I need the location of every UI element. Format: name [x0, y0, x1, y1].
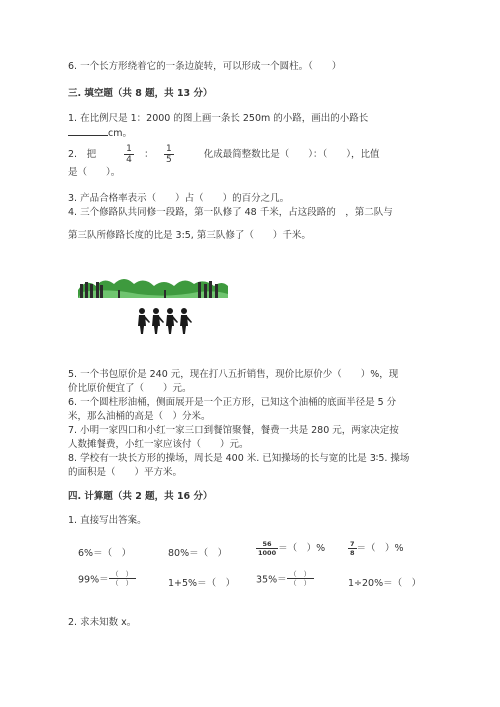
fraction-numerator: 56 [256, 540, 278, 549]
trees-strip [78, 279, 228, 298]
fill-question-6-line-a: 6. 一个圆柱形油桶，侧面展开是一个正方形，已知这个油桶的底面半径是 5 分 [68, 397, 397, 408]
calc-item-5-lhs: 99%＝ [78, 574, 109, 586]
calc-item-6: 1+5%＝（ ） [168, 578, 236, 589]
calc-question-2: 2. 求未知数 x。 [68, 617, 137, 628]
fraction-56-over-1000 [256, 540, 278, 557]
road-workers-illustration [78, 272, 228, 342]
calc-item-3-rest: ＝（ ）% [278, 543, 326, 554]
fill-question-6-line-b: 米，那么油桶的高是（ ）分米。 [68, 411, 211, 422]
fraction-numerator: 1 [165, 144, 172, 154]
answer-blank [68, 126, 108, 136]
calc-item-2: 80%＝（ ） [168, 548, 228, 559]
fill-question-1-line-b [68, 126, 132, 140]
calc-item-4-rest: ＝（ ）% [356, 543, 404, 554]
fill-question-7-line-b: 人数摊餐费，小红一家应该付（ ）元。 [68, 439, 249, 450]
fill-question-5-line-b: 价比原价便宜了（ ）元。 [68, 383, 192, 394]
unit-label: cm。 [108, 128, 132, 139]
answer-denominator: （ ） [289, 579, 311, 587]
fill-question-3: 3. 产品合格率表示（ ）占（ ）的百分之几。 [68, 193, 290, 204]
calc-item-7 [256, 570, 314, 587]
calc-item-1: 6%＝（ ） [78, 548, 132, 559]
answer-numerator: （ ） [109, 570, 136, 579]
fill-question-2-line-a [68, 144, 380, 166]
fraction-denominator: 1000 [258, 549, 277, 557]
fill-question-2-line-b: 是（ ）。 [68, 167, 121, 178]
section-3-title: 三. 填空题（共 8 题，共 13 分） [68, 88, 213, 99]
fill-question-1-line-a: 1. 在比例尺是 1：2000 的图上画一条长 250m 的小路，画出的小路长 [68, 113, 369, 124]
fill-question-7-line-a: 7. 小明一家四口和小红一家三口到餐馆聚餐，餐费一共是 280 元，两家决定按 [68, 425, 399, 436]
workers-group [138, 308, 192, 334]
fraction-denominator: 4 [126, 155, 132, 165]
calc-item-4 [348, 540, 404, 557]
calc-item-3 [256, 540, 325, 557]
fill-question-8-line-a: 8. 学校有一块长方形的操场，周长是 400 米. 已知操场的长与宽的比是 3∶5. 操场 [68, 453, 410, 464]
question-tf-6: 6. 一个长方形绕着它的一条边旋转，可以形成一个圆柱。（ ） [68, 61, 342, 72]
ratio-colon: ： [144, 149, 154, 160]
fraction-answer-box [287, 570, 314, 587]
fraction-denominator: 5 [165, 155, 172, 165]
q2-suffix: 化成最简整数比是（ ）：（ ），比值 [203, 149, 380, 160]
fraction-7-over-8 [348, 540, 357, 557]
fill-question-8-line-b: 的面积是（ ）平方米。 [68, 467, 183, 478]
q2-prefix: 2. 把 [68, 149, 97, 160]
calc-item-8: 1÷20%＝（ ） [348, 578, 422, 589]
fraction-one-fifth [164, 144, 174, 165]
fill-question-4-line-a: 4. 三个修路队共同修一段路，第一队修了 48 千米，占这段路的 ，第二队与 [68, 207, 393, 218]
answer-denominator: （ ） [111, 579, 133, 587]
fraction-numerator: 7 [350, 540, 355, 548]
section-4-title: 四. 计算题（共 2 题，共 16 分） [68, 491, 213, 502]
fill-question-4-line-b: 第三队所修路长度的比是 3:5, 第三队修了（ ）千米。 [68, 230, 311, 241]
fraction-one-quarter [124, 144, 134, 165]
fraction-numerator: 1 [126, 144, 132, 154]
calc-item-7-lhs: 35%＝ [256, 574, 287, 586]
calc-item-5 [78, 570, 136, 587]
fraction-denominator: 8 [350, 549, 355, 557]
fraction-answer-box [109, 570, 136, 587]
calc-question-1: 1. 直接写出答案。 [68, 515, 147, 526]
answer-numerator: （ ） [287, 570, 314, 579]
fill-question-5-line-a: 5. 一个书包原价是 240 元，现在打八五折销售，现价比原价少（ ）%，现 [68, 369, 399, 380]
